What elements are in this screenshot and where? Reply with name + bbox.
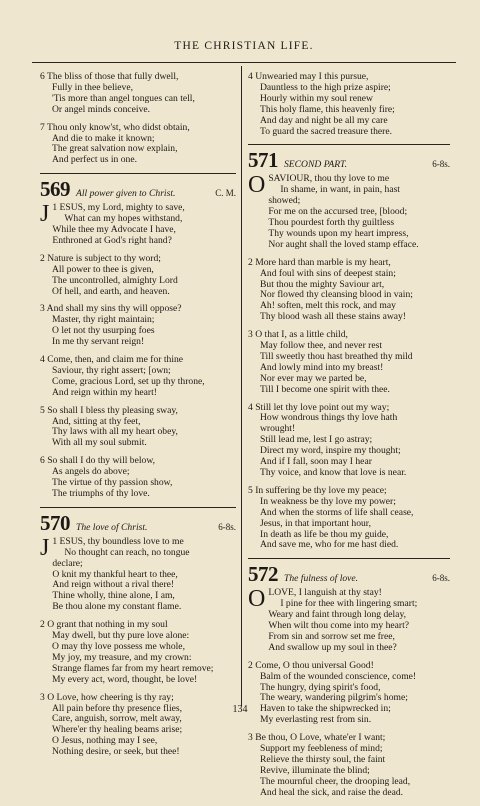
verse-line: O let not thy usurping foes bbox=[52, 325, 155, 337]
verse-line: I pine for thee with lingering smart; bbox=[280, 598, 418, 610]
verse-line: Till sweetly thou hast breathed thy mild bbox=[260, 350, 413, 362]
drop-cap: J bbox=[40, 534, 50, 561]
verse bbox=[40, 693, 236, 758]
verse bbox=[248, 72, 450, 137]
hymn-title: The love of Christ. bbox=[76, 521, 148, 533]
verse-line: The triumphs of thy love. bbox=[52, 488, 150, 499]
verse-line: 'Tis more than angel tongues can tell, bbox=[52, 92, 195, 104]
verse bbox=[40, 620, 236, 685]
verse-line: While thee my Advocate I have, bbox=[52, 223, 176, 235]
verse bbox=[40, 123, 236, 167]
verse-body bbox=[268, 588, 450, 653]
hymn-separator bbox=[40, 173, 236, 174]
verse-line: Thy voice, and know that love is near. bbox=[260, 467, 407, 478]
verse-line: Or angel minds conceive. bbox=[52, 103, 151, 115]
verse-line: 2 More hard than marble is my heart, bbox=[248, 256, 391, 268]
verse-line: The virtue of thy passion show, bbox=[52, 477, 173, 489]
hymn-heading bbox=[40, 510, 236, 535]
verse-line: And reign without a rival there! bbox=[52, 579, 175, 591]
verse-line: Weary and faint through long delay, bbox=[268, 609, 407, 621]
verse-line: Hourly within my soul renew bbox=[260, 92, 373, 104]
verse-line: Direct my word, inspire my thought; bbox=[260, 445, 401, 457]
verse-line: What can my hopes withstand, bbox=[64, 213, 183, 225]
verse-line: Nor flowed thy cleansing blood in vain; bbox=[260, 289, 413, 301]
verse-line: Ah! soften, melt this rock, and may bbox=[260, 300, 396, 312]
verse-line: And save me, who for me hast died. bbox=[260, 539, 399, 551]
verse-line: 1 ESUS, thy boundless love to me bbox=[52, 536, 184, 547]
verse-line: And, sitting at thy feet, bbox=[52, 415, 141, 427]
verse-line: 1 ESUS, my Lord, mighty to save, bbox=[52, 203, 185, 214]
verse-line: And die to make it known; bbox=[52, 132, 155, 144]
verse-line: 2 Come, O thou universal Good! bbox=[248, 659, 374, 671]
verse-line: Till I become one spirit with thee. bbox=[260, 383, 390, 395]
hymn-number: 572 bbox=[248, 562, 278, 587]
hymn-number: 569 bbox=[40, 177, 70, 202]
verse-line: And foul with sins of deepest stain; bbox=[260, 267, 396, 279]
page-header: THE CHRISTIAN LIFE. bbox=[174, 40, 314, 52]
verse-line: When wilt thou come into my heart? bbox=[268, 619, 410, 631]
verse-line: O Jesus, nothing may I see, bbox=[52, 735, 158, 747]
verse-line: 4 Still let thy love point out my way; bbox=[248, 401, 390, 413]
header-rule bbox=[32, 62, 456, 63]
verse-line: showed; bbox=[268, 195, 301, 207]
verse bbox=[248, 733, 450, 798]
verse-line: LOVE, I languish at thy stay! bbox=[268, 588, 382, 599]
verse-line: How wondrous things thy love hath bbox=[260, 412, 398, 424]
verse-line: And heal the sick, and raise the dead. bbox=[260, 786, 404, 798]
verse-line: Strange flames far from my heart remove; bbox=[52, 662, 214, 674]
verse-line: Balm of the wounded conscience, come! bbox=[260, 670, 417, 682]
hymn-heading bbox=[248, 562, 450, 587]
column-divider bbox=[241, 66, 242, 706]
hymn-heading bbox=[248, 148, 450, 173]
page-number: 134 bbox=[232, 704, 248, 715]
verse-line: All power to thee is given, bbox=[52, 263, 154, 275]
verse bbox=[248, 588, 450, 653]
verse-line: Still lead me, lest I go astray; bbox=[260, 434, 373, 446]
verse-line: wrought! bbox=[260, 423, 296, 435]
verse-line: In me thy servant reign! bbox=[52, 336, 145, 348]
hymn-heading bbox=[40, 177, 236, 202]
verse-line: 6 So shall I do thy will below, bbox=[40, 455, 156, 467]
hymn-title: SECOND PART. bbox=[284, 159, 348, 171]
verse-line: My everlasting rest from sin. bbox=[260, 714, 372, 726]
verse bbox=[40, 203, 236, 247]
right-column bbox=[248, 72, 450, 806]
verse bbox=[40, 534, 236, 613]
verse-line: The mournful cheer, the drooping lead, bbox=[260, 775, 411, 787]
verse bbox=[248, 174, 450, 250]
verse-line: To guard the sacred treasure there. bbox=[260, 125, 392, 137]
verse-line: 7 Thou only know'st, who didst obtain, bbox=[40, 121, 190, 133]
hymn-number: 571 bbox=[248, 148, 278, 173]
verse-line: Saviour, thy right assert; [own; bbox=[52, 364, 171, 376]
verse-line: Revive, illuminate the blind; bbox=[260, 764, 370, 776]
verse-line: Support my feebleness of mind; bbox=[260, 743, 383, 755]
verse-line: O may thy love possess me whole, bbox=[52, 640, 185, 652]
verse bbox=[248, 486, 450, 551]
verse-line: From sin and sorrow set me free, bbox=[268, 630, 395, 642]
verse-line: Nor ever may we parted be, bbox=[260, 372, 367, 384]
verse-line: Haven to take the shipwrecked in; bbox=[260, 703, 391, 715]
verse-line: Jesus, in that important hour, bbox=[260, 517, 371, 529]
verse-line: Thy laws with all my heart obey, bbox=[52, 426, 178, 438]
verse-line: Nothing desire, or seek, but thee! bbox=[52, 746, 180, 758]
verse-line: Where'er thy healing beams arise; bbox=[52, 724, 183, 736]
verse-line: In death as life be thou my guide, bbox=[260, 528, 389, 540]
drop-cap: J bbox=[40, 201, 50, 228]
verse-body bbox=[52, 203, 236, 247]
verse-line: O knit my thankful heart to thee, bbox=[52, 568, 178, 580]
drop-cap: O bbox=[248, 586, 266, 613]
verse-line: Of hell, and earth, and heaven. bbox=[52, 285, 170, 297]
verse-line: 4 Come, then, and claim me for thine bbox=[40, 354, 184, 366]
hymn-title: The fulness of love. bbox=[284, 573, 359, 585]
verse-line: 3 O that I, as a little child, bbox=[248, 329, 348, 341]
hymn-meter: 6-8s. bbox=[432, 573, 450, 584]
verse-body bbox=[268, 174, 450, 250]
verse-line: 3 O Love, how cheering is thy ray; bbox=[40, 691, 174, 703]
hymn-meter: C. M. bbox=[215, 188, 236, 199]
hymn-separator bbox=[248, 144, 450, 145]
verse bbox=[248, 403, 450, 479]
verse-line: May dwell, but thy pure love alone: bbox=[52, 630, 190, 642]
verse-line: declare; bbox=[52, 557, 83, 569]
verse-line: With all my soul submit. bbox=[52, 437, 147, 449]
verse-line: In shame, in want, in pain, hast bbox=[280, 184, 400, 196]
verse bbox=[40, 254, 236, 298]
verse-line: 2 O grant that nothing in my soul bbox=[40, 619, 168, 631]
verse-line: The uncontrolled, almighty Lord bbox=[52, 274, 178, 286]
verse bbox=[40, 304, 236, 348]
verse-line: Thou pourdest forth thy guiltless bbox=[268, 216, 395, 228]
verse-line: My every act, word, thought, be love! bbox=[52, 673, 198, 685]
verse-line: This holy flame, this heavenly fire; bbox=[260, 103, 395, 115]
verse-line: May follow thee, and never rest bbox=[260, 340, 383, 352]
verse bbox=[40, 456, 236, 500]
verse-line: And if I fall, soon may I hear bbox=[260, 456, 372, 468]
verse-line: Thy wounds upon my heart impress, bbox=[268, 227, 409, 239]
verse-line: Master, thy right maintain; bbox=[52, 314, 155, 326]
verse-line: SAVIOUR, thou thy love to me bbox=[268, 174, 390, 185]
verse-line: And reign within my heart! bbox=[52, 386, 157, 398]
verse-line: 3 And shall my sins thy will oppose? bbox=[40, 303, 182, 315]
verse-line: The great salvation now explain, bbox=[52, 143, 178, 155]
verse-line: 5 In suffering be thy love my peace; bbox=[248, 484, 387, 496]
verse-line: Fully in thee believe, bbox=[52, 81, 133, 93]
hymn-meter: 6-8s. bbox=[218, 521, 236, 532]
verse-line: But thou the mighty Saviour art, bbox=[260, 278, 385, 290]
verse-line: For me on the accursed tree, [blood; bbox=[268, 206, 408, 218]
verse-line: Come, gracious Lord, set up thy throne, bbox=[52, 375, 205, 387]
verse-line: No thought can reach, no tongue bbox=[64, 546, 190, 558]
verse bbox=[248, 330, 450, 395]
verse-line: Thine wholly, thine alone, I am, bbox=[52, 590, 175, 602]
verse-line: Nor aught shall the loved stamp efface. bbox=[268, 238, 419, 250]
verse bbox=[40, 355, 236, 399]
verse-line: All pain before thy presence flies, bbox=[52, 702, 182, 714]
left-column bbox=[40, 72, 236, 765]
hymn-number: 570 bbox=[40, 510, 70, 535]
hymn-separator bbox=[248, 558, 450, 559]
verse-line: And when the storms of life shall cease, bbox=[260, 506, 414, 518]
verse-line: The weary, wandering pilgrim's home; bbox=[260, 692, 408, 704]
verse-line: Enthroned at God's right hand? bbox=[52, 234, 172, 246]
verse-line: Relieve the thirsty soul, the faint bbox=[260, 753, 386, 765]
verse-line: And perfect us in one. bbox=[52, 154, 137, 166]
drop-cap: O bbox=[248, 172, 266, 199]
verse-line: 3 Be thou, O Love, whate'er I want; bbox=[248, 732, 386, 744]
verse-line: Care, anguish, sorrow, melt away, bbox=[52, 713, 182, 725]
verse bbox=[40, 406, 236, 450]
verse-line: 6 The bliss of those that fully dwell, bbox=[40, 71, 179, 82]
verse bbox=[40, 72, 236, 116]
verse-line: 4 Unwearied may I this pursue, bbox=[248, 71, 369, 82]
verse-line: And lowly mind into my breast! bbox=[260, 361, 384, 373]
verse-line: 2 Nature is subject to thy word; bbox=[40, 252, 161, 264]
hymn-separator bbox=[40, 507, 236, 508]
verse-line: And day and night be all my care bbox=[260, 114, 388, 126]
verse-line: Thy blood wash all these stains away! bbox=[260, 311, 407, 323]
verse-line: The hungry, dying spirit's food, bbox=[260, 681, 381, 693]
verse-line: As angels do above; bbox=[52, 466, 130, 478]
verse-line: My joy, my treasure, and my crown: bbox=[52, 651, 192, 663]
verse-line: In weakness be thy love my power; bbox=[260, 495, 396, 507]
verse-line: 5 So shall I bless thy pleasing sway, bbox=[40, 404, 178, 416]
verse-line: And swallow up my soul in thee? bbox=[268, 641, 397, 653]
hymn-title: All power given to Christ. bbox=[76, 188, 176, 200]
verse-line: Be thou alone my constant flame. bbox=[52, 601, 182, 613]
verse-body bbox=[52, 537, 236, 613]
verse bbox=[248, 258, 450, 323]
verse-line: Dauntless to the high prize aspire; bbox=[260, 81, 391, 93]
verse bbox=[248, 661, 450, 726]
hymn-meter: 6-8s. bbox=[432, 159, 450, 170]
